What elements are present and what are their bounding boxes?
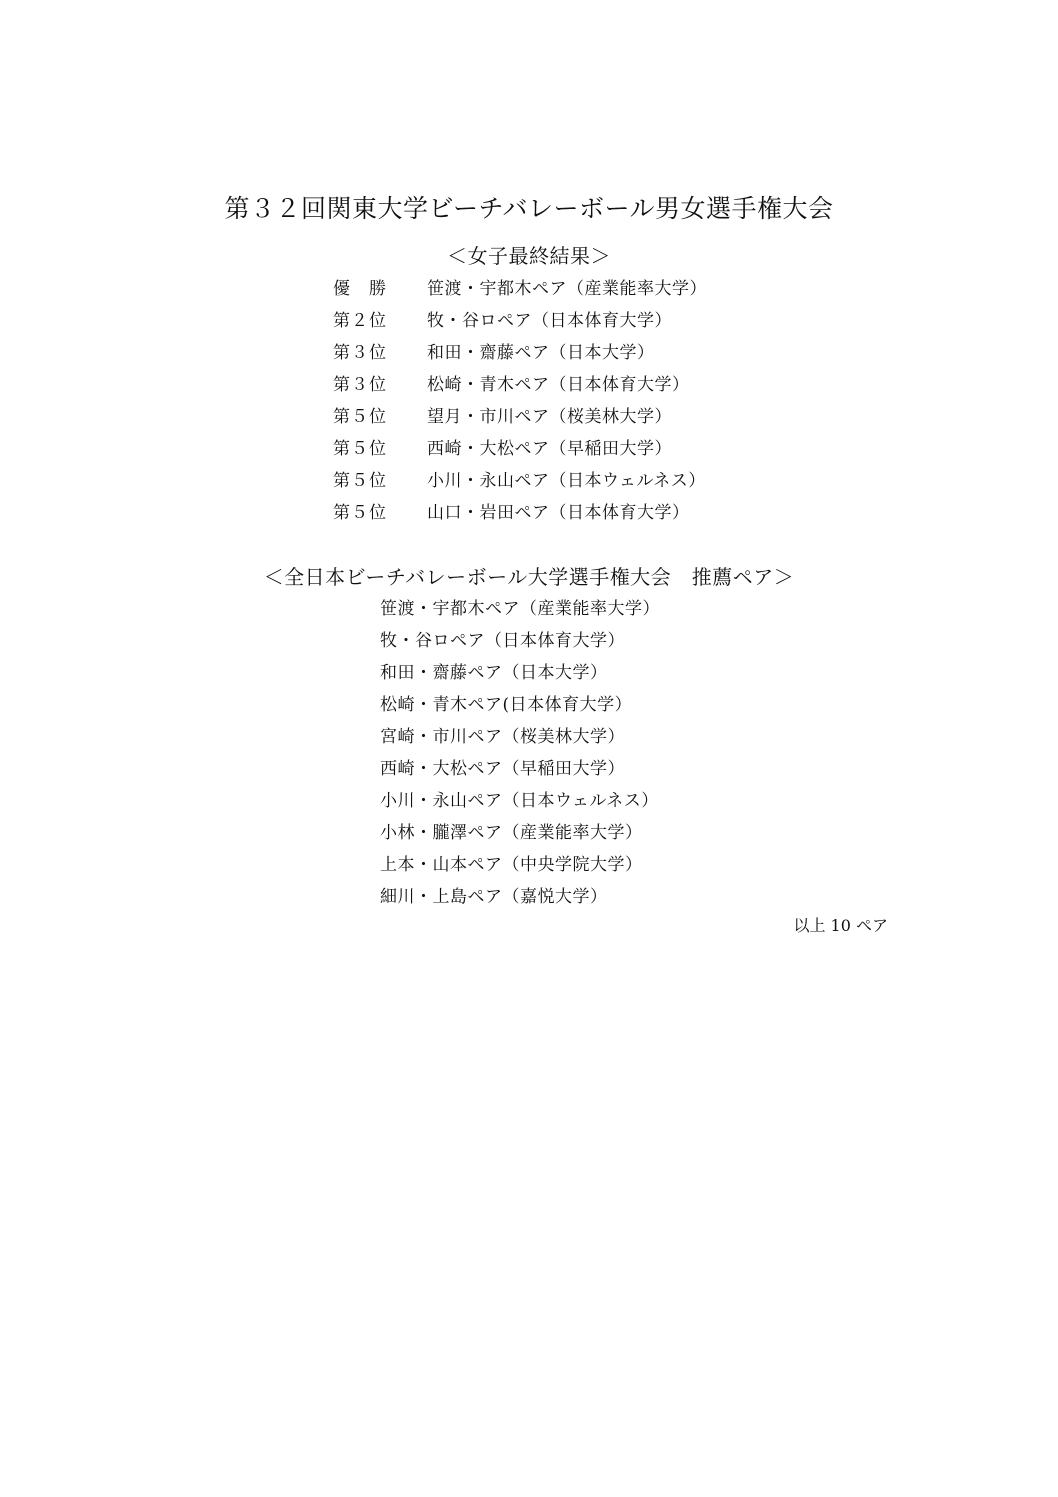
result-row (333, 273, 707, 305)
recommended-pair: 笹渡・宇都木ペア（産業能率大学） (380, 599, 660, 619)
result-rank: 第５位 (333, 407, 387, 427)
result-pair: 松崎・青木ペア（日本体育大学） (427, 375, 690, 395)
result-rank: 第３位 (333, 343, 387, 363)
recommended-pair: 西崎・大松ペア（早稲田大学） (380, 759, 625, 779)
page-title: 第３２回関東大学ビーチバレーボール男女選手権大会 (224, 194, 834, 223)
result-rank: 第５位 (333, 439, 387, 459)
recommended-pair: 小林・朧澤ペア（産業能率大学） (380, 823, 643, 843)
result-pair: 望月・市川ペア（桜美林大学） (427, 407, 672, 427)
result-row (333, 465, 707, 497)
result-rank: 優 勝 (333, 279, 387, 299)
result-pair: 笹渡・宇都木ペア（産業能率大学） (427, 279, 707, 299)
result-pair: 和田・齋藤ペア（日本大学） (427, 343, 655, 363)
recommended-pair: 牧・谷ロペア（日本体育大学） (380, 631, 625, 651)
recommended-pairs-list (380, 593, 660, 913)
recommended-pairs-heading: ＜全日本ビーチバレーボール大学選手権大会 推薦ペア＞ (263, 565, 795, 589)
recommended-pair: 小川・永山ペア（日本ウェルネス） (380, 791, 659, 811)
womens-results-list (333, 273, 707, 529)
recommended-pair: 和田・齋藤ペア（日本大学） (380, 663, 608, 683)
result-row (333, 369, 707, 401)
womens-results-heading: ＜女子最終結果＞ (447, 244, 611, 268)
result-row (333, 433, 707, 465)
result-pair: 牧・谷ロペア（日本体育大学） (427, 311, 672, 331)
result-pair: 山口・岩田ペア（日本体育大学） (427, 503, 690, 523)
result-rank: 第２位 (333, 311, 387, 331)
result-pair: 小川・永山ペア（日本ウェルネス） (427, 471, 706, 491)
total-pairs-note: 以上 10 ペア (793, 916, 888, 935)
result-rank: 第５位 (333, 503, 387, 523)
result-pair: 西崎・大松ペア（早稲田大学） (427, 439, 672, 459)
result-row (333, 497, 707, 529)
recommended-pair: 上本・山本ペア（中央学院大学） (380, 855, 643, 875)
result-row (333, 305, 707, 337)
result-row (333, 401, 707, 433)
result-row (333, 337, 707, 369)
recommended-pair: 宮崎・市川ペア（桜美林大学） (380, 727, 625, 747)
recommended-pair: 細川・上島ペア（嘉悦大学） (380, 887, 608, 907)
result-rank: 第３位 (333, 375, 387, 395)
result-rank: 第５位 (333, 471, 387, 491)
recommended-pair: 松崎・青木ペア(日本体育大学） (380, 695, 633, 715)
